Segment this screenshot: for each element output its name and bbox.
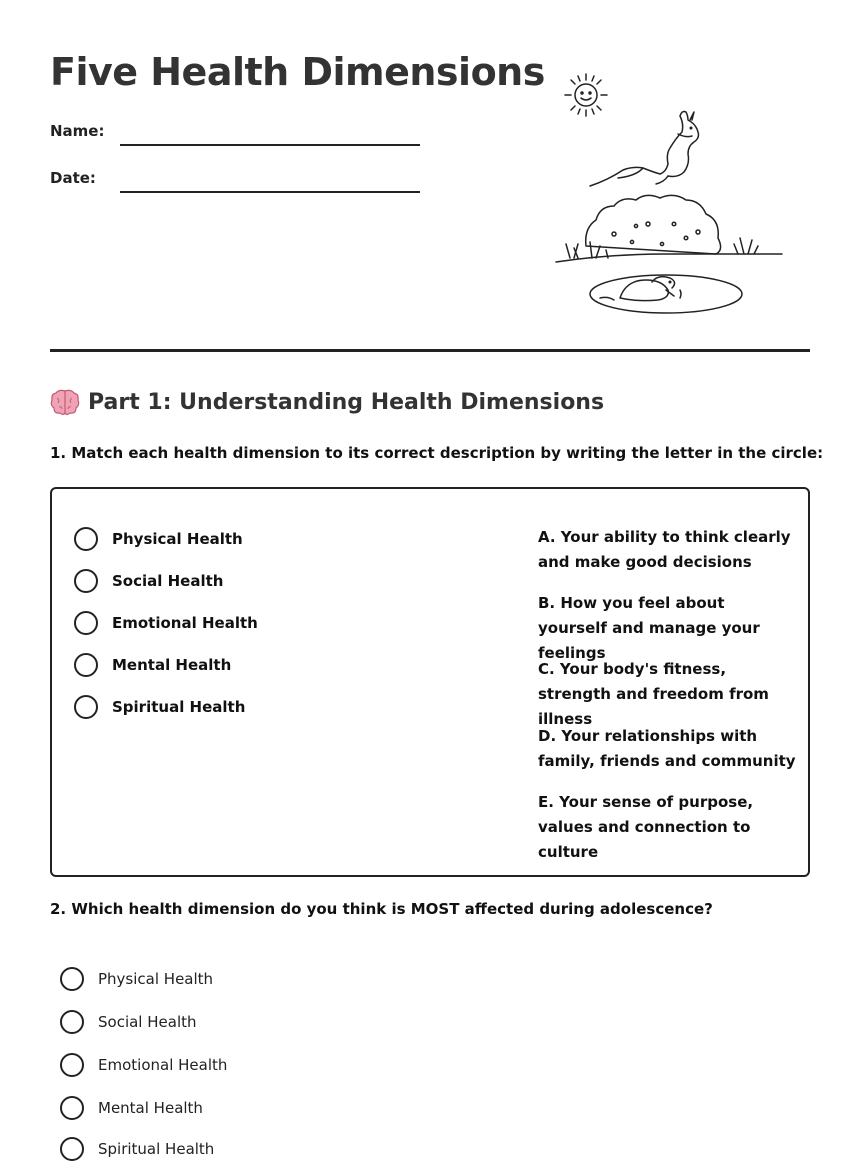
option-emotional[interactable] <box>60 1053 227 1077</box>
bush-icon <box>556 195 782 262</box>
option-label: Physical Health <box>98 970 214 988</box>
radio-circle[interactable] <box>60 1010 84 1034</box>
sun-icon <box>565 74 607 116</box>
description-a: A. Your ability to think clearly and make good decisions <box>538 528 791 571</box>
description-b: B. How you feel about yourself and manage your feelings <box>538 594 760 662</box>
name-label: Name: <box>50 122 105 140</box>
description-d: D. Your relationships with family, friends and community <box>538 727 796 770</box>
option-spiritual[interactable] <box>60 1137 214 1161</box>
match-item-social <box>74 569 223 593</box>
match-dimension-label: Spiritual Health <box>112 698 246 716</box>
match-dimension-label: Social Health <box>112 572 224 590</box>
match-answer-circle[interactable] <box>74 569 98 593</box>
date-input-line[interactable] <box>120 191 420 193</box>
description-c: C. Your body's fitness, strength and freedom from illness <box>538 660 769 728</box>
match-answer-circle[interactable] <box>74 611 98 635</box>
option-label: Mental Health <box>98 1099 203 1117</box>
option-label: Social Health <box>98 1013 197 1031</box>
option-social[interactable] <box>60 1010 197 1034</box>
date-label: Date: <box>50 169 96 187</box>
option-mental[interactable] <box>60 1096 203 1120</box>
question-1: 1. Match each health dimension to its correct description by writing the letter in the circle: <box>50 444 824 462</box>
option-label: Spiritual Health <box>98 1140 215 1158</box>
description-e: E. Your sense of purpose, values and connection to culture <box>538 793 754 861</box>
match-item-physical <box>74 527 243 551</box>
name-input-line[interactable] <box>120 144 420 146</box>
match-dimension-label: Mental Health <box>112 656 232 674</box>
option-physical[interactable] <box>60 967 213 991</box>
lizard-on-rock-icon <box>590 275 742 313</box>
match-answer-circle[interactable] <box>74 695 98 719</box>
match-answer-circle[interactable] <box>74 527 98 551</box>
radio-circle[interactable] <box>60 1053 84 1077</box>
radio-circle[interactable] <box>60 1096 84 1120</box>
part1-heading-text: Part 1: Understanding Health Dimensions <box>88 389 605 415</box>
kangaroo-icon <box>590 112 699 187</box>
divider-rule <box>50 349 810 352</box>
outback-scene-icon <box>548 68 793 318</box>
option-label: Emotional Health <box>98 1056 228 1074</box>
radio-circle[interactable] <box>60 1137 84 1161</box>
radio-circle[interactable] <box>60 967 84 991</box>
question-2: 2. Which health dimension do you think is MOST affected during adolescence? <box>50 900 713 918</box>
matching-box <box>50 487 810 877</box>
part1-heading <box>50 388 604 416</box>
page-title: Five Health Dimensions <box>50 50 545 94</box>
brain-icon <box>50 388 80 416</box>
match-item-spiritual <box>74 695 245 719</box>
match-answer-circle[interactable] <box>74 653 98 677</box>
match-item-mental <box>74 653 231 677</box>
match-item-emotional <box>74 611 258 635</box>
match-dimension-label: Physical Health <box>112 530 243 548</box>
match-dimension-label: Emotional Health <box>112 614 258 632</box>
